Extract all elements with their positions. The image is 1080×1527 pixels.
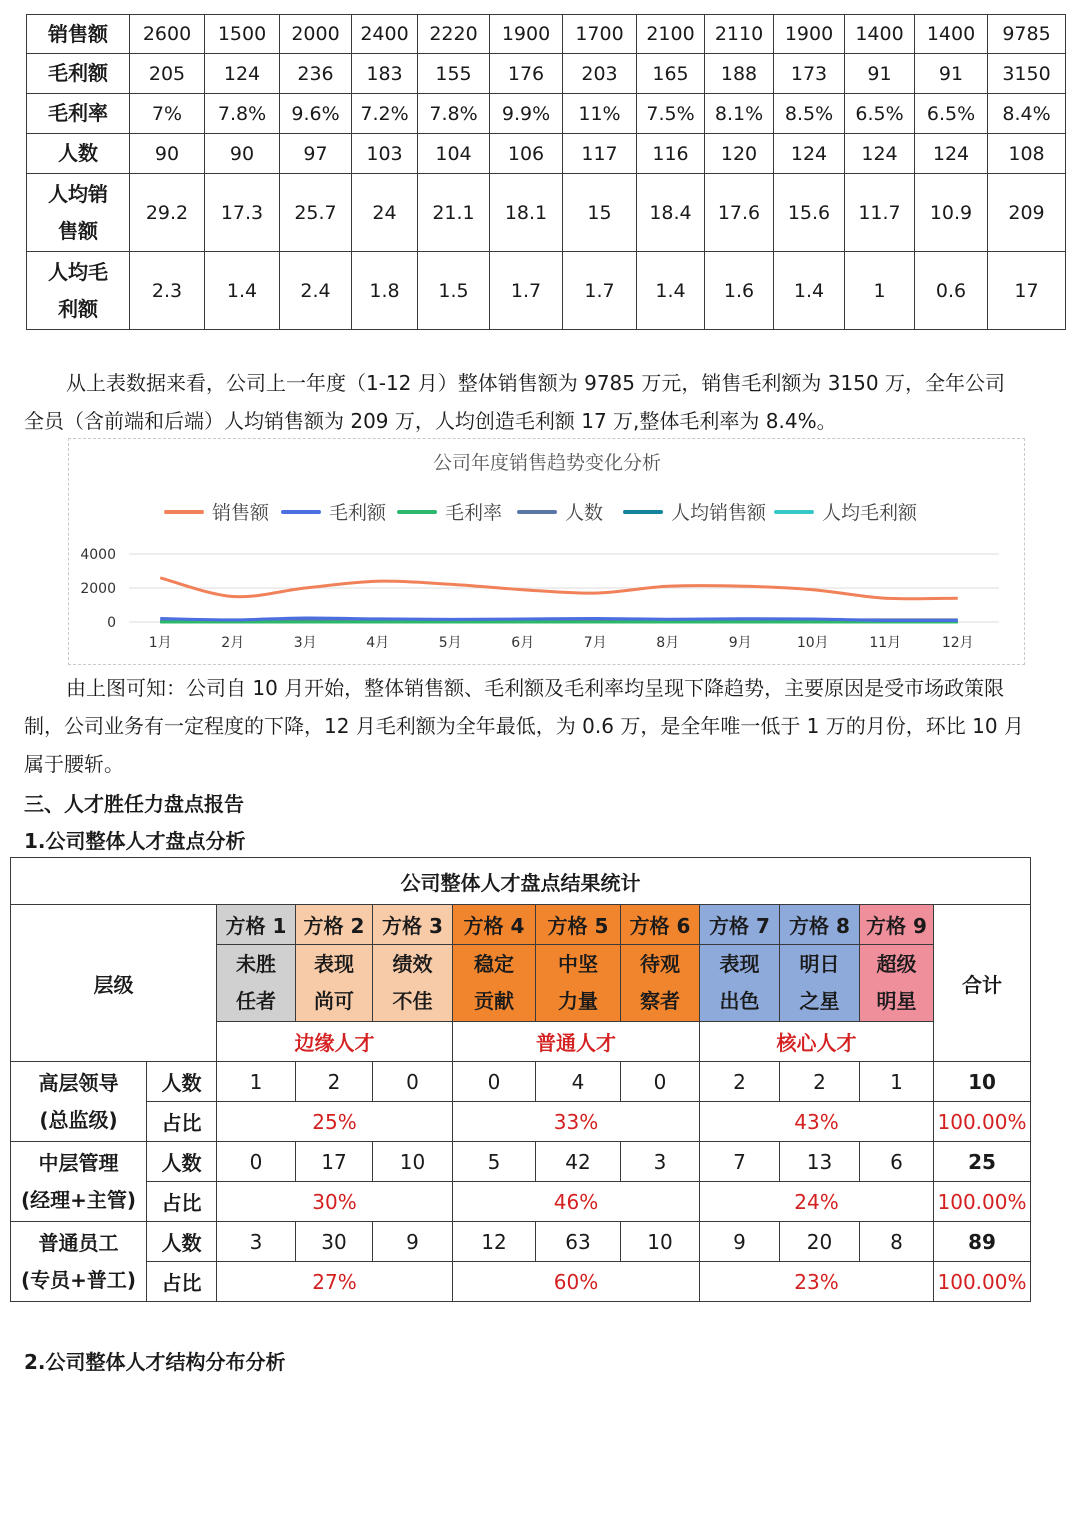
monthly-data-table (26, 14, 1066, 330)
table-cell: 188 (705, 54, 774, 94)
grid-count-cell: 3 (621, 1142, 700, 1182)
table-row (27, 252, 1066, 330)
group-normal-talent: 普通人才 (453, 1022, 700, 1062)
grid-1-desc: 未胜 任者 (217, 945, 296, 1022)
table-cell: 7.5% (637, 94, 705, 134)
table-cell: 2600 (130, 15, 205, 54)
row-header: 人数 (27, 134, 130, 174)
grid-count-cell: 12 (453, 1222, 536, 1262)
grid-count-cell: 0 (373, 1062, 453, 1102)
grid-count-cell: 10 (621, 1222, 700, 1262)
grid-count-cell: 63 (536, 1222, 621, 1262)
table-cell: 10.9 (915, 174, 988, 252)
x-tick-label: 3月 (293, 635, 317, 651)
count-label: 人数 (147, 1142, 217, 1182)
table-cell: 1900 (490, 15, 563, 54)
chart-title: 公司年度销售趋势变化分析 (432, 452, 662, 474)
level-count-row (11, 1062, 1031, 1102)
total-header: 合计 (934, 905, 1031, 1062)
table-cell: 15.6 (774, 174, 845, 252)
level-total: 89 (934, 1222, 1031, 1262)
table-cell: 2110 (705, 15, 774, 54)
table-row (27, 94, 1066, 134)
group-ratio-cell: 30% (217, 1182, 453, 1222)
y-tick-label: 2000 (80, 581, 116, 597)
grid-5-name: 方格 5 (536, 905, 621, 945)
grid-count-cell: 1 (217, 1062, 296, 1102)
table-cell: 124 (845, 134, 915, 174)
table-cell: 7.2% (352, 94, 418, 134)
table-cell: 90 (205, 134, 280, 174)
table-cell: 2.4 (280, 252, 352, 330)
row-header: 销售额 (27, 15, 130, 54)
table-cell: 1700 (563, 15, 637, 54)
level-total: 10 (934, 1062, 1031, 1102)
table-cell: 173 (774, 54, 845, 94)
grid-count-cell: 0 (453, 1062, 536, 1102)
grid-6-desc: 待观 察者 (621, 945, 700, 1022)
table-cell: 17 (988, 252, 1066, 330)
x-tick-label: 7月 (583, 635, 607, 651)
grid-count-cell: 13 (780, 1142, 860, 1182)
level-count-row (11, 1142, 1031, 1182)
ratio-total: 100.00% (934, 1262, 1031, 1302)
table-cell: 209 (988, 174, 1066, 252)
x-tick-label: 2月 (221, 635, 245, 651)
row-header: 毛利额 (27, 54, 130, 94)
level-ratio-row (11, 1262, 1031, 1302)
table-cell: 7.8% (205, 94, 280, 134)
table-cell: 1.5 (418, 252, 490, 330)
legend-label: 毛利率 (445, 502, 503, 524)
table-cell: 203 (563, 54, 637, 94)
table-cell: 2100 (637, 15, 705, 54)
table-row (27, 54, 1066, 94)
grid-count-cell: 9 (373, 1222, 453, 1262)
table-cell: 165 (637, 54, 705, 94)
grid-9-name: 方格 9 (860, 905, 934, 945)
grid-8-desc: 明日 之星 (780, 945, 860, 1022)
table-cell: 15 (563, 174, 637, 252)
table-cell: 8.4% (988, 94, 1066, 134)
analysis-paragraph: 由上图可知：公司自 10 月开始，整体销售额、毛利额及毛利率均呈现下降趋势，主要原因是受市场政策限制，公司业务有一定程度的下降，12 月毛利额为全年最低，为 0.6 万，是全年唯一低于 1 万的月份，环比 10 月属于腰斩。 (24, 676, 1024, 776)
grid-count-cell: 4 (536, 1062, 621, 1102)
level-name: 高层领导 (总监级) (11, 1062, 147, 1142)
table-cell: 8.1% (705, 94, 774, 134)
level-name: 中层管理 (经理+主管) (11, 1142, 147, 1222)
group-ratio-cell: 27% (217, 1262, 453, 1302)
grid-8-name: 方格 8 (780, 905, 860, 945)
grid-count-cell: 20 (780, 1222, 860, 1262)
group-ratio-cell: 43% (700, 1102, 934, 1142)
x-tick-label: 5月 (438, 635, 462, 651)
ratio-total: 100.00% (934, 1182, 1031, 1222)
level-header: 层级 (11, 905, 217, 1062)
grid-count-cell: 30 (296, 1222, 373, 1262)
table-cell: 24 (352, 174, 418, 252)
table-cell: 1.4 (774, 252, 845, 330)
y-tick-label: 0 (107, 615, 116, 631)
group-ratio-cell: 33% (453, 1102, 700, 1142)
table-cell: 1400 (915, 15, 988, 54)
grid-count-cell: 7 (700, 1142, 780, 1182)
table-cell: 2000 (280, 15, 352, 54)
table-cell: 124 (205, 54, 280, 94)
count-label: 人数 (147, 1062, 217, 1102)
table-cell: 104 (418, 134, 490, 174)
level-total: 25 (934, 1142, 1031, 1182)
grid-count-cell: 8 (860, 1222, 934, 1262)
grid-count-cell: 6 (860, 1142, 934, 1182)
table-cell: 3150 (988, 54, 1066, 94)
table-cell: 0.6 (915, 252, 988, 330)
table-cell: 1 (845, 252, 915, 330)
legend-label: 毛利额 (329, 502, 387, 524)
y-tick-label: 4000 (80, 547, 116, 563)
grid-count-cell: 9 (700, 1222, 780, 1262)
table-cell: 2220 (418, 15, 490, 54)
table-cell: 108 (988, 134, 1066, 174)
subsection-heading-1: 1.公司整体人才盘点分析 (24, 829, 246, 853)
grid-3-desc: 绩效 不佳 (373, 945, 453, 1022)
talent-inventory-table (10, 857, 1031, 1302)
group-edge-talent: 边缘人才 (217, 1022, 453, 1062)
table-cell: 120 (705, 134, 774, 174)
table-cell: 90 (130, 134, 205, 174)
table-cell: 1.7 (563, 252, 637, 330)
group-ratio-cell: 23% (700, 1262, 934, 1302)
grid-count-cell: 0 (217, 1142, 296, 1182)
grid-count-cell: 2 (296, 1062, 373, 1102)
x-tick-label: 4月 (366, 635, 390, 651)
table-cell: 18.1 (490, 174, 563, 252)
table-cell: 91 (915, 54, 988, 94)
x-tick-label: 9月 (728, 635, 752, 651)
summary-paragraph: 从上表数据来看，公司上一年度（1-12 月）整体销售额为 9785 万元，销售毛利额为 3150 万，全年公司全员（含前端和后端）人均销售额为 209 万，人均创造毛利额 17 万,整体毛利率为 8.4%。 (24, 371, 1005, 433)
x-tick-label: 10月 (796, 635, 829, 651)
row-header: 人均毛 利额 (27, 252, 130, 330)
level-count-row (11, 1222, 1031, 1262)
grid-7-desc: 表现 出色 (700, 945, 780, 1022)
x-tick-label: 8月 (656, 635, 680, 651)
group-ratio-cell: 25% (217, 1102, 453, 1142)
grid-3-name: 方格 3 (373, 905, 453, 945)
table-cell: 2400 (352, 15, 418, 54)
table-cell: 17.3 (205, 174, 280, 252)
ratio-total: 100.00% (934, 1102, 1031, 1142)
table-cell: 9785 (988, 15, 1066, 54)
table-cell: 183 (352, 54, 418, 94)
x-tick-label: 1月 (148, 635, 172, 651)
grid-1-name: 方格 1 (217, 905, 296, 945)
table-cell: 97 (280, 134, 352, 174)
ratio-label: 占比 (147, 1182, 217, 1222)
grid-count-cell: 5 (453, 1142, 536, 1182)
table-cell: 11% (563, 94, 637, 134)
table-cell: 7% (130, 94, 205, 134)
table-cell: 1.6 (705, 252, 774, 330)
grid-6-name: 方格 6 (621, 905, 700, 945)
table-cell: 1.7 (490, 252, 563, 330)
grid-4-name: 方格 4 (453, 905, 536, 945)
subsection-heading-2: 2.公司整体人才结构分布分析 (24, 1350, 286, 1374)
grid-9-desc: 超级 明星 (860, 945, 934, 1022)
count-label: 人数 (147, 1222, 217, 1262)
table-cell: 6.5% (845, 94, 915, 134)
table-cell: 116 (637, 134, 705, 174)
table-cell: 205 (130, 54, 205, 94)
table-cell: 18.4 (637, 174, 705, 252)
table-cell: 155 (418, 54, 490, 94)
table-cell: 1500 (205, 15, 280, 54)
group-core-talent: 核心人才 (700, 1022, 934, 1062)
table-cell: 106 (490, 134, 563, 174)
table-cell: 103 (352, 134, 418, 174)
table-cell: 236 (280, 54, 352, 94)
table-cell: 176 (490, 54, 563, 94)
grid-count-cell: 2 (700, 1062, 780, 1102)
legend-label: 销售额 (212, 502, 270, 524)
legend-label: 人均销售额 (671, 502, 767, 524)
table-cell: 1400 (845, 15, 915, 54)
level-ratio-row (11, 1182, 1031, 1222)
table-cell: 117 (563, 134, 637, 174)
table-cell: 9.9% (490, 94, 563, 134)
table-cell: 2.3 (130, 252, 205, 330)
grid-count-cell: 3 (217, 1222, 296, 1262)
grid-4-desc: 稳定 贡献 (453, 945, 536, 1022)
x-tick-label: 11月 (869, 635, 902, 651)
table-row (27, 15, 1066, 54)
level-name: 普通员工 (专员+普工) (11, 1222, 147, 1302)
table-cell: 25.7 (280, 174, 352, 252)
table-cell: 1900 (774, 15, 845, 54)
level-ratio-row (11, 1102, 1031, 1142)
table-cell: 91 (845, 54, 915, 94)
table-cell: 1.4 (637, 252, 705, 330)
table-cell: 1.8 (352, 252, 418, 330)
grid-count-cell: 0 (621, 1062, 700, 1102)
table-row (27, 134, 1066, 174)
table-cell: 6.5% (915, 94, 988, 134)
grid-2-name: 方格 2 (296, 905, 373, 945)
table-cell: 1.4 (205, 252, 280, 330)
group-ratio-cell: 46% (453, 1182, 700, 1222)
x-tick-label: 6月 (511, 635, 535, 651)
legend-label: 人均毛利额 (822, 502, 918, 524)
grid-5-desc: 中坚 力量 (536, 945, 621, 1022)
x-tick-label: 12月 (941, 635, 974, 651)
grid-count-cell: 17 (296, 1142, 373, 1182)
sales-trend-chart (68, 438, 1025, 665)
table-cell: 11.7 (845, 174, 915, 252)
table-cell: 124 (774, 134, 845, 174)
legend-label: 人数 (565, 502, 604, 524)
table-cell: 21.1 (418, 174, 490, 252)
grid-count-cell: 2 (780, 1062, 860, 1102)
row-header: 毛利率 (27, 94, 130, 134)
grid-7-name: 方格 7 (700, 905, 780, 945)
table-cell: 29.2 (130, 174, 205, 252)
group-ratio-cell: 60% (453, 1262, 700, 1302)
table-cell: 17.6 (705, 174, 774, 252)
chart-svg (69, 439, 1024, 664)
table-cell: 9.6% (280, 94, 352, 134)
grid-count-cell: 10 (373, 1142, 453, 1182)
talent-table-title: 公司整体人才盘点结果统计 (11, 858, 1031, 905)
grid-count-cell: 42 (536, 1142, 621, 1182)
table-row (27, 174, 1066, 252)
row-header: 人均销 售额 (27, 174, 130, 252)
ratio-label: 占比 (147, 1102, 217, 1142)
grid-2-desc: 表现 尚可 (296, 945, 373, 1022)
section-heading: 三、人才胜任力盘点报告 (24, 792, 244, 816)
grid-count-cell: 1 (860, 1062, 934, 1102)
group-ratio-cell: 24% (700, 1182, 934, 1222)
table-cell: 8.5% (774, 94, 845, 134)
table-cell: 124 (915, 134, 988, 174)
table-cell: 7.8% (418, 94, 490, 134)
ratio-label: 占比 (147, 1262, 217, 1302)
